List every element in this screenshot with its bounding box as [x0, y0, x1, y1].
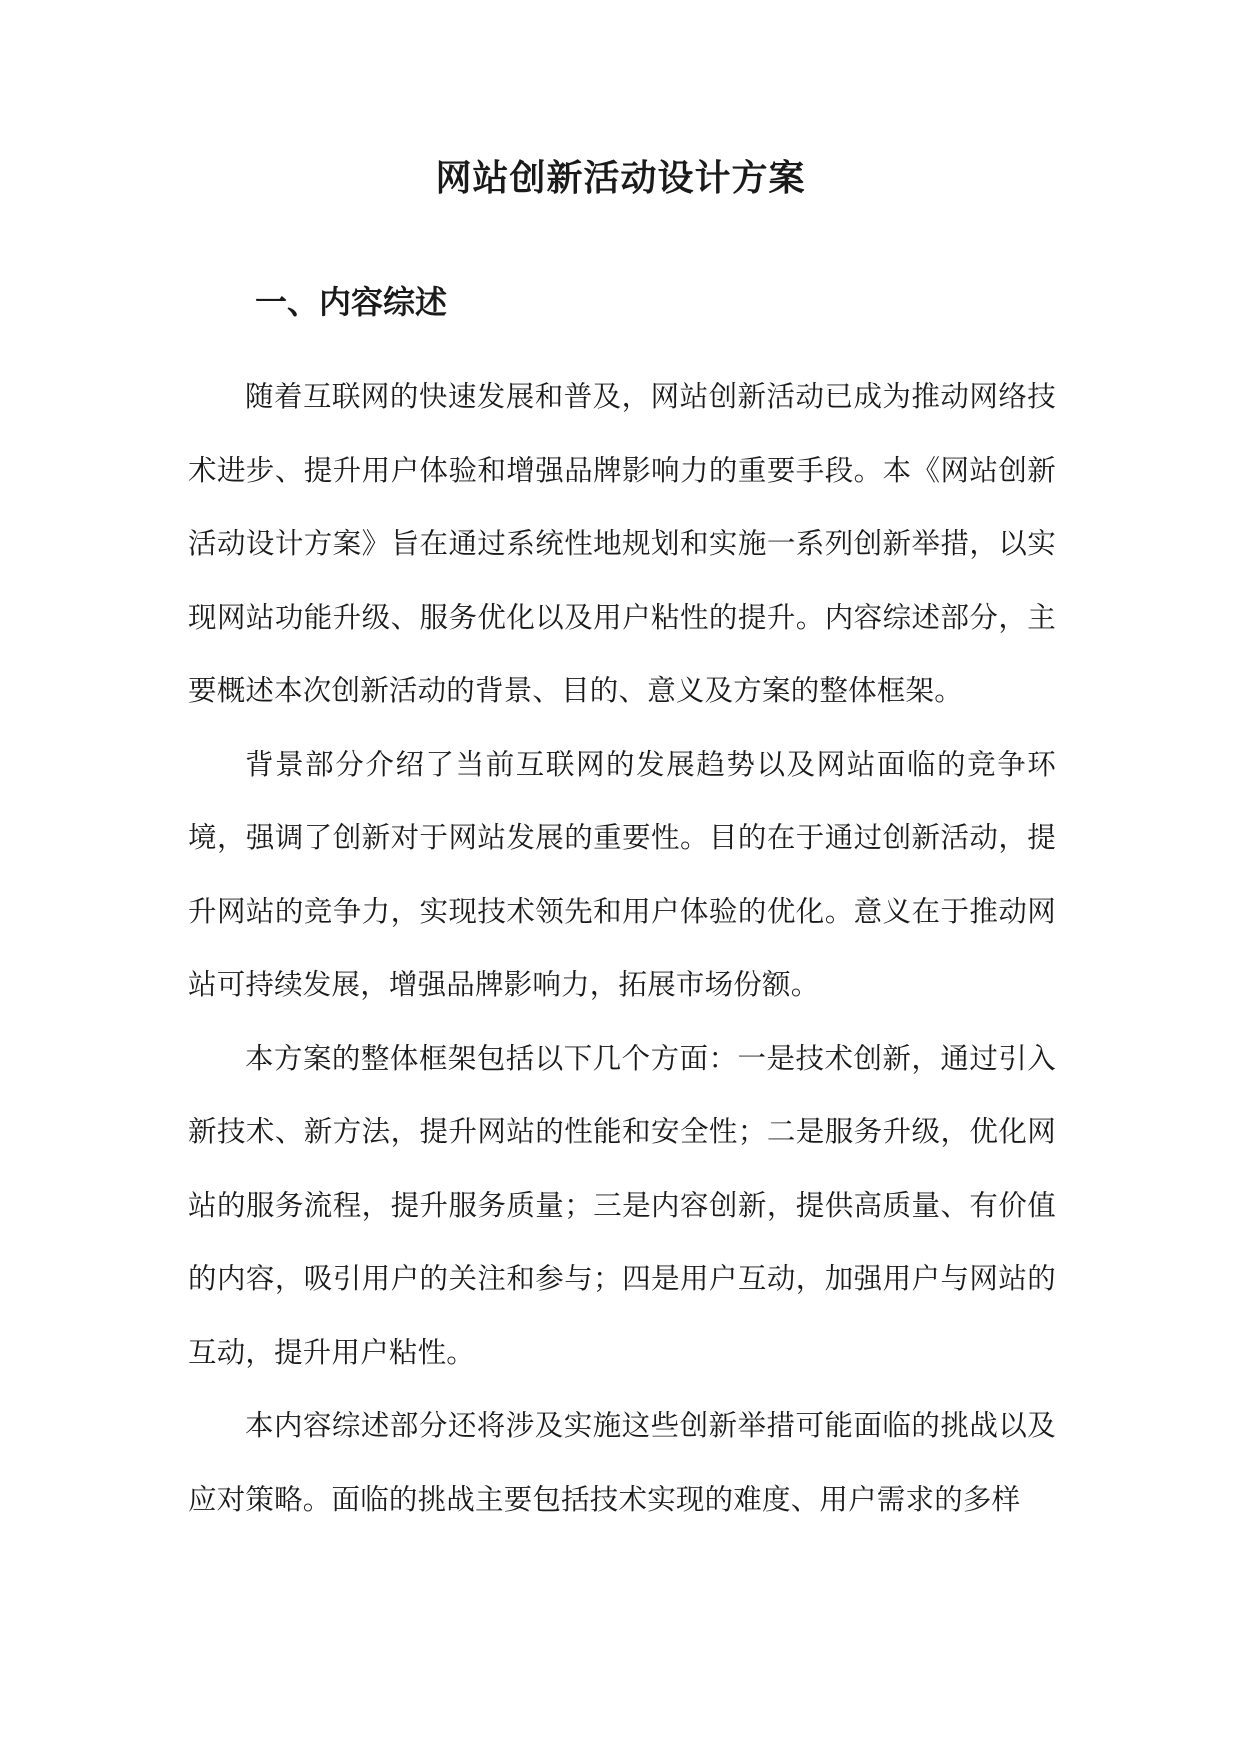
document-title: 网站创新活动设计方案 — [435, 157, 806, 199]
paragraph-4: 本内容综述部分还将涉及实施这些创新举措可能面临的挑战以及应对策略。面临的挑战主要包括技术实现的难度、用户需求的多样 — [188, 1409, 1056, 1516]
paragraph-3: 本方案的整体框架包括以下几个方面：一是技术创新，通过引入新技术、新方法，提升网站的性能和安全性；二是服务升级，优化网站的服务流程，提升服务质量；三是内容创新，提供高质量、有价值的内容，吸引用户的关注和参与；四是用户互动，加强用户与网站的互动，提升用户粘性。 — [188, 1041, 1056, 1369]
paragraph-2: 背景部分介绍了当前互联网的发展趋势以及网站面临的竞争环境，强调了创新对于网站发展的重要性。目的在于通过创新活动，提升网站的竞争力，实现技术领先和用户体验的优化。意义在于推动网站可持续发展，增强品牌影响力，拓展市场份额。 — [188, 747, 1056, 1001]
document-body — [188, 360, 1056, 1536]
paragraph-1: 随着互联网的快速发展和普及，网站创新活动已成为推动网络技术进步、提升用户体验和增强品牌影响力的重要手段。本《网站创新活动设计方案》旨在通过系统性地规划和实施一系列创新举措，以实现网站功能升级、服务优化以及用户粘性的提升。内容综述部分，主要概述本次创新活动的背景、目的、意义及方案的整体框架。 — [188, 380, 1056, 707]
section-heading: 一、内容综述 — [255, 283, 448, 321]
